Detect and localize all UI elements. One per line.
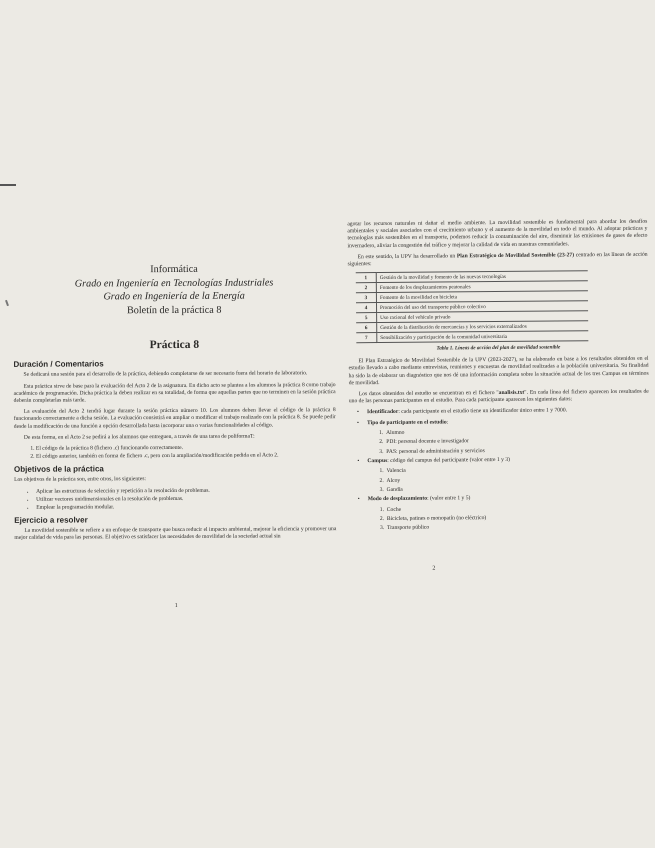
field-label: Modo de desplazamiento (367, 496, 428, 503)
page-number: 1 (174, 602, 178, 610)
section-heading-ejercicio: Ejercicio a resolver (14, 515, 88, 526)
text-run: Los datos obtenidos del estudio se encuentran en el fichero " (358, 389, 499, 398)
field-label: Tipo de participante en el estudio (367, 418, 447, 426)
item-text: Gandía (386, 486, 403, 493)
field-label: Campus (367, 457, 388, 465)
document-header (13, 262, 335, 318)
degree-line-2: Grado en Ingeniería de la Energía (103, 290, 245, 303)
page-number: 2 (432, 565, 436, 572)
table-row (356, 331, 588, 343)
bulletin-title: Boletín de la práctica 8 (126, 304, 222, 317)
field-identificador (349, 407, 649, 417)
row-number: 2 (356, 283, 377, 293)
row-number: 4 (356, 303, 377, 313)
objectives-list (14, 487, 336, 512)
list-item: • Aplicar las estructuras de selección y repetición a la resolución de problemas. (36, 487, 336, 496)
row-number: 7 (356, 333, 377, 343)
paragraph: Se dedicará una sesión para el desarrollo de la práctica, debiendo completarse de ser necesario fuera del horario de laboratorio. (23, 370, 308, 379)
scan-edge-tick (5, 300, 9, 306)
text-run: En este sentido, la UPV ha desarrollado un (357, 253, 457, 261)
paragraph-data-file (349, 389, 649, 406)
row-text: Sensibilización y participación de la comunidad universitaria (377, 331, 589, 343)
item-text: PDI: personal docente e investigador (386, 438, 469, 446)
paragraph-plan-intro (348, 252, 648, 269)
paragraph: La movilidad sostenible se refiere a un enfoque de transporte que busca reducir el impacto ambiental, mejorar la eficiencia y promover una mejor calidad de vida para las personas. El objetivo es satisfacer las necesidades de movilidad de la sociedad actual sin (14, 526, 337, 542)
field-label: Identificador (366, 409, 399, 416)
field-modo (350, 494, 650, 504)
list-item: 1. El código de la práctica 8 (fichero .c) funcionando correctamente. (36, 444, 336, 453)
plan-name: Plan Estratégico de Movilidad Sostenible (23-27) (456, 252, 575, 260)
row-text: Fomento de la movilidad en bicicleta (376, 291, 588, 303)
item-text: Valencia (386, 467, 406, 475)
field-desc: : código del campus del participante (valor entre 1 y 3) (387, 456, 511, 464)
list-item: 2. Bicicleta, patines o monopatín (no eléctrico) (379, 515, 487, 523)
list-item: 3. Transporte público (379, 525, 430, 532)
row-text: Fomento de los desplazamientos peatonales (376, 281, 588, 293)
row-text: Gestión de la distribución de mercancías y los servicios externalizados (377, 321, 589, 333)
paragraph: De esta forma, en el Acto 2 se pedirá a los alumnos que entreguen, a través de una tarea de poliformaT: (23, 433, 255, 441)
item-text: Alcoy (386, 477, 401, 484)
row-number: 3 (356, 293, 377, 303)
item-text: Bicicleta, patines o monopatín (no eléctrico) (386, 515, 487, 522)
list-item: • Emplear la programación modular. (36, 503, 336, 512)
deliverables-list (14, 444, 336, 461)
list-item: 3. Gandía (379, 486, 403, 494)
paragraph: El Plan Estratégico de Movilidad Sostenible de la UPV (2023-2027), se ha elaborado en base a los resultados obtenidos en el estudio llevado a cabo mediante entrevistas, reuniones y encuestas de movilidad realizadas a la población universitaria. Su finalidad ha sido la de elaborar un diagnóstico que nos dé una información completa sobre la situación actual de los tres Campus en términos de movilidad. (348, 355, 649, 387)
list-item: 2. PDI: personal docente e investigador (379, 438, 469, 446)
list-item: • Utilizar vectores unidimensionales en la resolución de problemas. (36, 495, 336, 504)
row-text: Promoción del uso del transporte público colectivo (376, 301, 588, 313)
field-campus (349, 456, 649, 466)
row-text: Uso racional del vehículo privado (377, 311, 589, 323)
practice-title: Práctica 8 (149, 339, 200, 352)
field-desc: : (446, 418, 449, 425)
list-item: 1. Valencia (379, 467, 406, 475)
list-item: 2. El código anterior, también en forma de fichero .c, pero con la ampliación/modificación pedida en el Acto 2. (36, 452, 336, 461)
section-heading-duracion: Duración / Comentarios (13, 359, 104, 370)
row-number: 6 (356, 323, 377, 333)
list-item: 1. Alumno (379, 429, 405, 436)
list-item: 1. Coche (379, 506, 402, 513)
course-name: Informática (150, 263, 198, 276)
text-run: ". En cada línea del fichero aparecen los resultados de uno de las personas participantes en el estudio. Para cada participante aparecen los siguientes datos: (348, 388, 649, 405)
list-item: 3. PAS: personal de administración y servicios (379, 447, 485, 455)
file-name: analisis.txt (498, 389, 525, 396)
field-desc: : cada participante en el estudio tiene un identificador único entre 1 y 7000. (398, 407, 568, 416)
page-2 (347, 219, 650, 617)
field-tipo (349, 417, 649, 427)
scan-edge-mark (0, 184, 16, 186)
item-text: Transporte público (386, 525, 430, 532)
paragraph: Esta práctica sirve de base para la evaluación del Acto 2 de la asignatura. En dicho acto se plantea a los alumnos la práctica 8 como trabajo académico de programación. Dicha práctica la deben realizar en su totalidad, de forma que aquellas partes que no terminen en la sesión práctica deberán completarlas más tarde. (13, 381, 336, 404)
action-lines-table (356, 270, 589, 343)
text-run: centrado en las líneas de acción siguientes: (347, 251, 648, 268)
row-number: 1 (356, 273, 377, 283)
item-text: PAS: personal de administración y servicios (386, 447, 485, 455)
field-desc: : (valor entre 1 y 5) (427, 495, 471, 503)
degree-line-1: Grado en Ingeniería en Tecnologías Industriales (74, 277, 274, 290)
item-text: Coche (386, 506, 402, 513)
table-caption: Tabla 1. Líneas de acción del plan de movilidad sostenible (436, 344, 561, 352)
row-text: Gestión de la movilidad y fomento de las nuevas tecnologías (376, 271, 588, 283)
section-heading-objetivos: Objetivos de la práctica (13, 464, 104, 475)
paragraph: agotar los recursos naturales ni dañar el medio ambiente. La movilidad sostenible es fundamental para abordar los desafíos ambientales y sociales asociados con el crecimiento urbano y el aumento de la movilidad en todo el mundo. Al adoptar prácticas y tecnologías más sostenibles en el transporte, podemos reducir la contaminación del aire, disminuir las emisiones de gases de efecto invernadero, aliviar la congestión del tráfico y mejorar la calidad de vida en nuestras comunidades. (347, 218, 648, 249)
row-number: 5 (356, 313, 377, 323)
paragraph: Los objetivos de la práctica son, entre otros, los siguientes: (14, 476, 146, 484)
paragraph: La evaluación del Acto 2 tendrá lugar durante la sesión práctica número 10. Los alumnos deben llevar el código de la práctica 8 funcionando correctamente a dicha sesión. La evaluación consistirá en ampliar o modificar el trabajo realizado con la práctica 8. Se puede pedir desde la modificación de una función a opción desarrollada hasta incorporar una o varias funcionalidades al código. (13, 407, 336, 430)
list-item: 2. Alcoy (379, 477, 401, 484)
item-text: Alumno (386, 429, 405, 436)
page-1 (13, 254, 337, 676)
